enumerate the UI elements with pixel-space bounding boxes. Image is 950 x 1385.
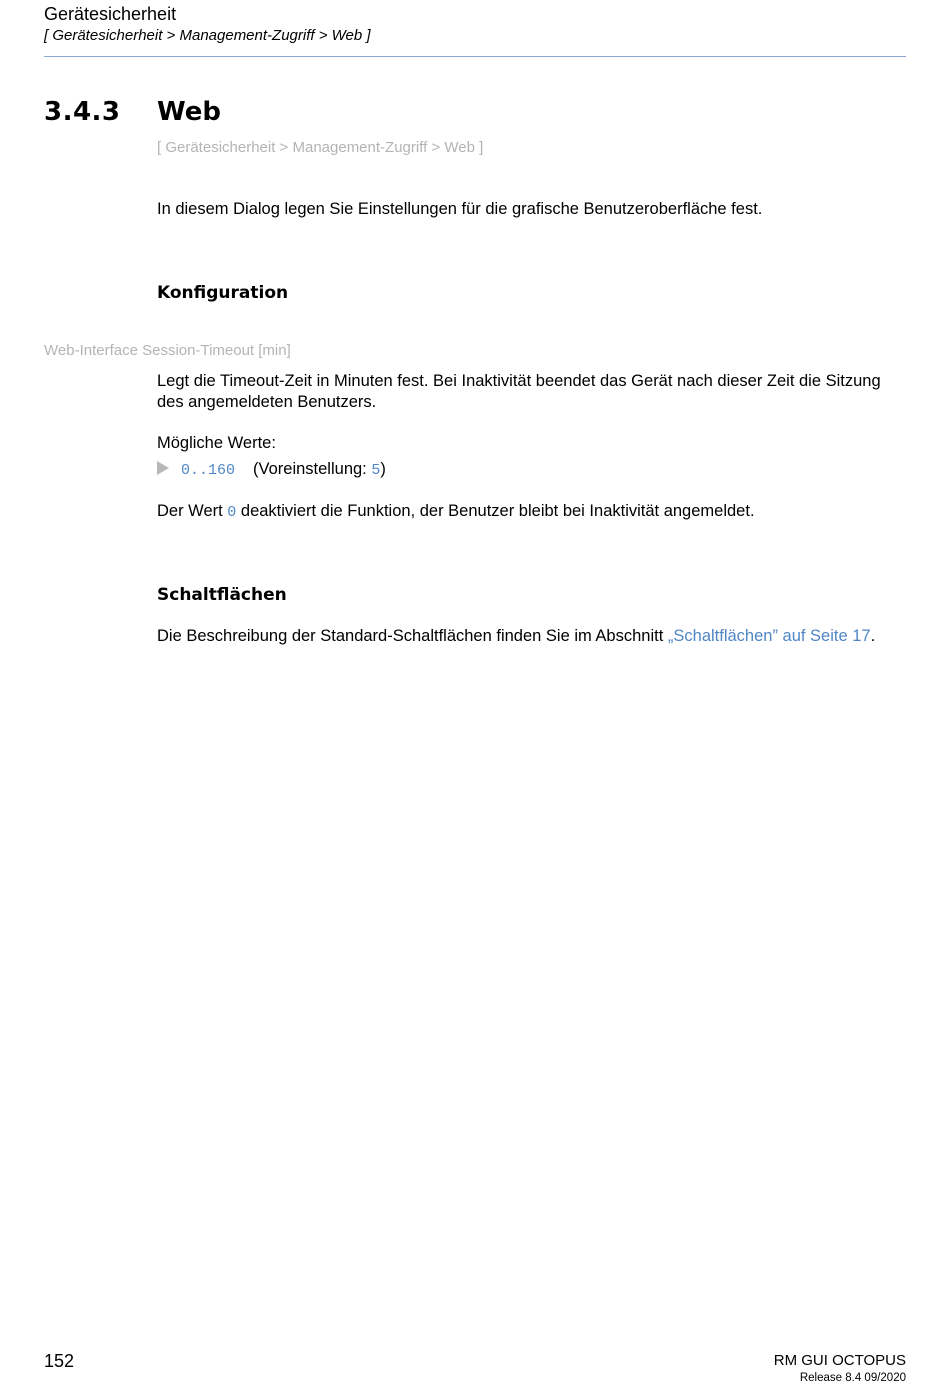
page-number: 152 xyxy=(44,1351,75,1371)
release-info: Release 8.4 09/2020 xyxy=(799,1372,906,1384)
buttons-heading: Schaltflächen xyxy=(157,585,287,605)
value-list-item xyxy=(157,459,386,481)
default-prefix: (Voreinstellung: xyxy=(253,460,372,478)
configuration-heading: Konfiguration xyxy=(157,283,289,303)
parameter-description: Legt die Timeout-Zeit in Minuten fest. Bei Inaktivität beendet das Gerät nach dieser Zeit die Sitzung des angemeldeten Benutzers. xyxy=(157,372,881,411)
running-header-title: Gerätesicherheit xyxy=(44,4,177,24)
section-path: [ Gerätesicherheit > Management-Zugriff > Web ] xyxy=(157,139,484,156)
bullet-triangle-icon xyxy=(157,461,169,475)
section-title: Web xyxy=(157,97,221,127)
section-number: 3.4.3 xyxy=(44,97,121,127)
default-suffix: ) xyxy=(380,460,386,478)
schaltflaechen-link[interactable]: „Schaltflächen” auf Seite 17 xyxy=(667,627,871,645)
note-prefix: Der Wert xyxy=(157,502,228,520)
note-suffix: deaktiviert die Funktion, der Benutzer bleibt bei Inaktivität angemeldet. xyxy=(236,502,755,520)
header-divider xyxy=(44,56,906,57)
buttons-text-suffix: . xyxy=(870,627,876,645)
parameter-name: Web-Interface Session-Timeout [min] xyxy=(44,342,291,359)
note-value: 0 xyxy=(227,504,237,521)
product-name: RM GUI OCTOPUS xyxy=(773,1352,906,1369)
value-range: 0..160 xyxy=(181,462,236,479)
intro-paragraph: In diesem Dialog legen Sie Einstellungen für die grafische Benutzeroberfläche fest. xyxy=(157,200,763,218)
possible-values-label: Mögliche Werte: xyxy=(157,434,276,452)
value-note xyxy=(157,501,755,523)
buttons-text-prefix: Die Beschreibung der Standard-Schaltflächen finden Sie im Abschnitt xyxy=(157,627,668,645)
running-header-breadcrumb: [ Gerätesicherheit > Management-Zugriff > Web ] xyxy=(44,27,371,44)
default-value: 5 xyxy=(371,462,381,479)
buttons-paragraph xyxy=(157,626,875,647)
